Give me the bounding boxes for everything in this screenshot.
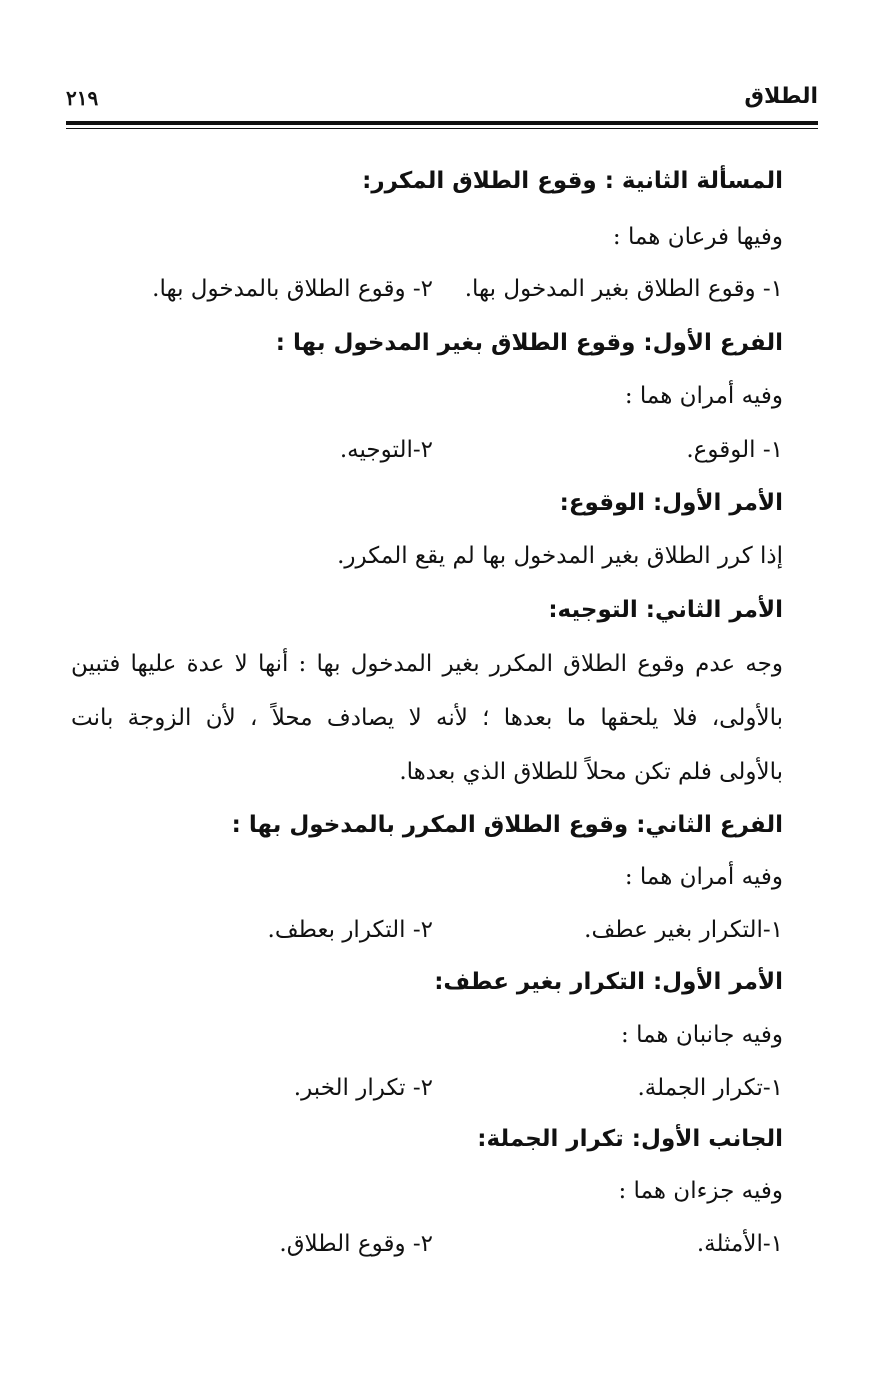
list-item: ١-تكرار الجملة. (637, 1075, 783, 1101)
subsection-heading: الأمر الأول: التكرار بغير عطف: (434, 969, 783, 995)
list-item: ١- وقوع الطلاق بغير المدخول بها. (464, 276, 783, 302)
page-header (66, 84, 818, 120)
paragraph-line: وفيه أمران هما : (624, 864, 783, 890)
list-item: ١- الوقوع. (686, 437, 783, 463)
header-rule-thick (66, 121, 818, 125)
paragraph-line: بالأولى، فلا يلحقها ما بعدها ؛ لأنه لا يصادف محلاً ، لأن الزوجة بانت (71, 705, 783, 731)
paragraph-line: بالأولى فلم تكن محلاً للطلاق الذي بعدها. (399, 759, 783, 785)
list-item: ١-التكرار بغير عطف. (584, 917, 783, 943)
list-item: ٢- تكرار الخبر. (293, 1075, 433, 1101)
paragraph-line: وفيها فرعان هما : (612, 224, 783, 250)
paragraph-line: إذا كرر الطلاق بغير المدخول بها لم يقع المكرر. (337, 543, 783, 569)
list-item: ٢- التكرار بعطف. (267, 917, 433, 943)
subsection-heading: الأمر الثاني: التوجيه: (548, 597, 783, 623)
list-item: ٢- وقوع الطلاق بالمدخول بها. (152, 276, 433, 302)
list-item: ١-الأمثلة. (696, 1231, 783, 1257)
list-item: ٢- وقوع الطلاق. (279, 1231, 433, 1257)
subsection-heading: الجانب الأول: تكرار الجملة: (477, 1126, 783, 1152)
paragraph-line: وجه عدم وقوع الطلاق المكرر بغير المدخول بها : أنها لا عدة عليها فتبين (71, 651, 783, 677)
subsection-heading: الفرع الأول: وقوع الطلاق بغير المدخول بها : (275, 330, 783, 356)
header-rule-thin (66, 128, 818, 129)
running-title: الطلاق (744, 84, 818, 109)
paragraph-line: وفيه جانبان هما : (621, 1022, 783, 1048)
list-item: ٢-التوجيه. (339, 437, 433, 463)
paragraph-line: وفيه أمران هما : (624, 383, 783, 409)
paragraph-line: وفيه جزءان هما : (618, 1178, 783, 1204)
page-number: ٢١٩ (66, 86, 99, 110)
subsection-heading: الأمر الأول: الوقوع: (559, 490, 783, 516)
section-heading: المسألة الثانية : وقوع الطلاق المكرر: (362, 168, 783, 194)
subsection-heading: الفرع الثاني: وقوع الطلاق المكرر بالمدخول بها : (231, 812, 783, 838)
